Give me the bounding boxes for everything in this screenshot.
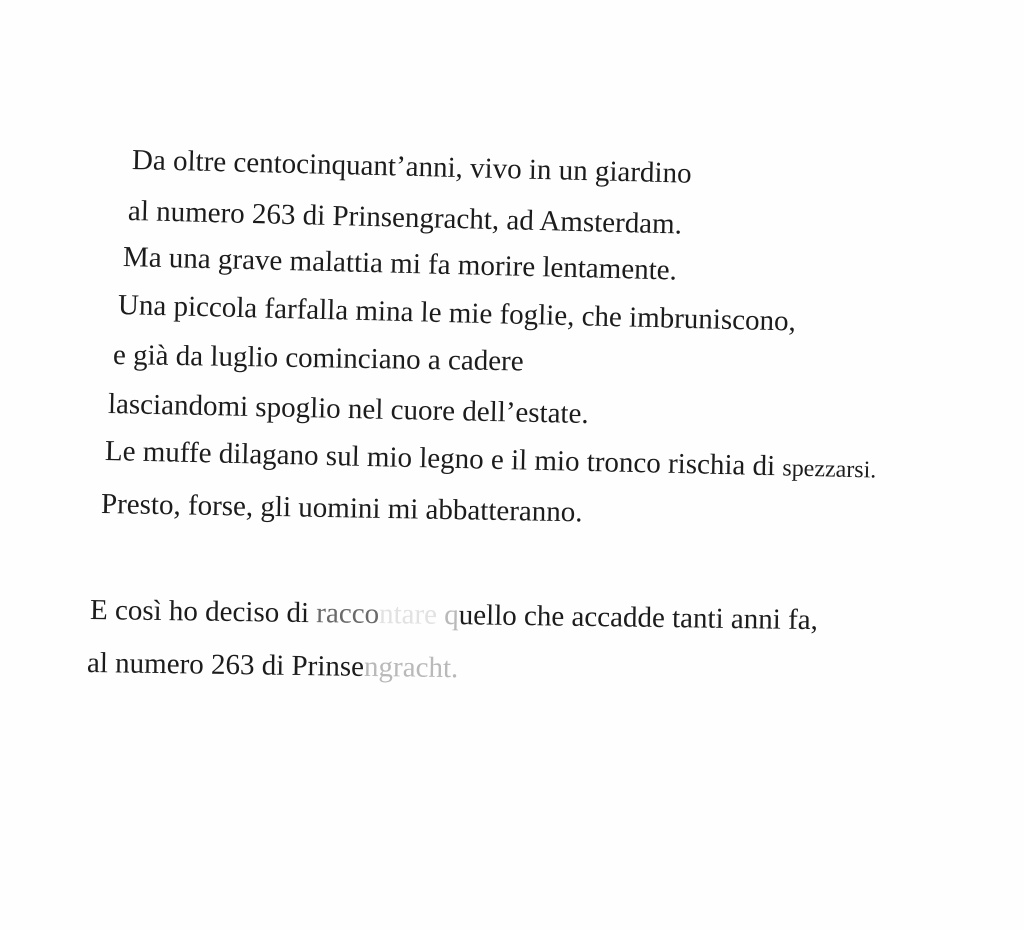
text-line bbox=[108, 390, 589, 429]
text-line bbox=[87, 649, 459, 683]
text-span: q bbox=[444, 598, 460, 632]
text-line bbox=[118, 291, 797, 337]
text-line bbox=[128, 197, 683, 240]
text-span: Una piccola farfalla mina le mie foglie, che imbruniscono, bbox=[117, 289, 797, 338]
text-span: spezzarsi. bbox=[782, 455, 877, 484]
text-span: al numero 263 di Prinse bbox=[86, 647, 365, 683]
text-line bbox=[105, 437, 877, 483]
text-line bbox=[113, 341, 524, 376]
text-span: lasciandomi spoglio nel cuore dell’estate. bbox=[107, 388, 590, 431]
text-line bbox=[101, 490, 583, 527]
text-span: al numero 263 di Prinsengracht, ad Amsterdam. bbox=[127, 195, 683, 241]
text-span: uello che accadde tanti anni fa, bbox=[458, 599, 819, 637]
text-span: ngracht. bbox=[363, 650, 459, 685]
text-line bbox=[90, 596, 818, 635]
text-span: Le muffe dilagano sul mio legno e il mio tronco rischia di bbox=[104, 435, 783, 483]
text-span: ntare bbox=[378, 598, 445, 631]
text-span: racco bbox=[316, 597, 380, 631]
text-line bbox=[132, 146, 692, 189]
text-span: Ma una grave malattia mi fa morire lentamente. bbox=[122, 241, 678, 287]
text-span: E così ho deciso di bbox=[89, 594, 317, 630]
text-span: Da oltre centocinquant’anni, vivo in un giardino bbox=[131, 144, 692, 190]
text-span: Presto, forse, gli uomini mi abbatteranno. bbox=[100, 488, 583, 529]
text-span: e già da luglio cominciano a cadere bbox=[112, 339, 524, 378]
text-line bbox=[123, 243, 678, 286]
